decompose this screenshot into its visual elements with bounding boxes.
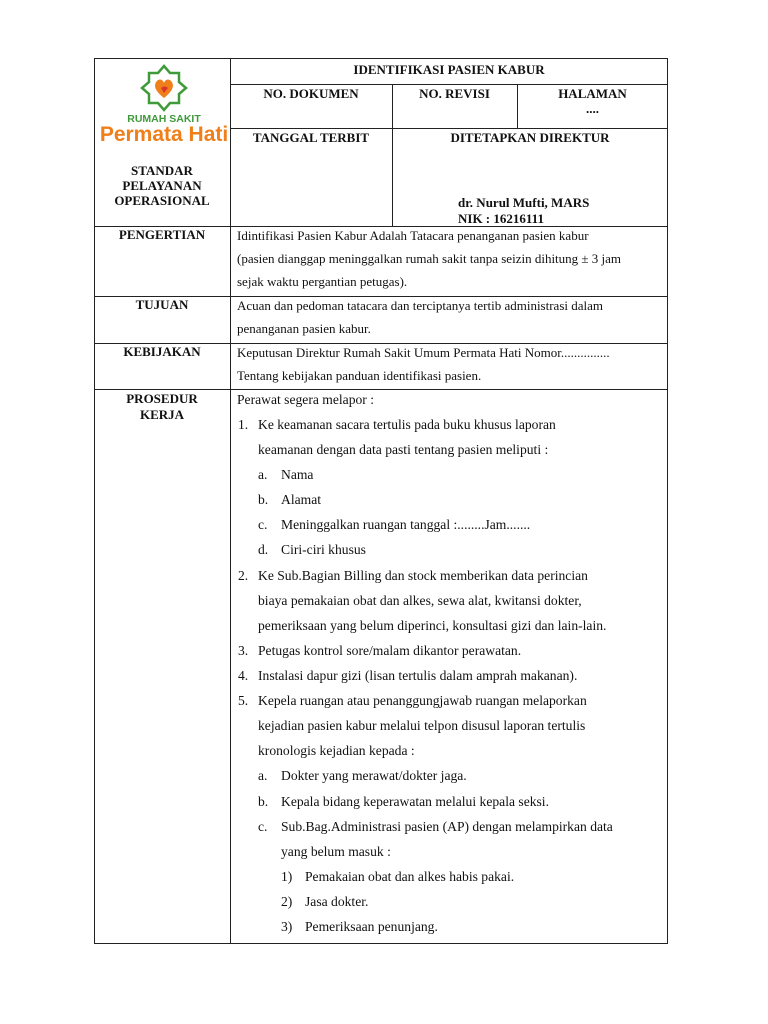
halaman-value: .... (586, 101, 599, 116)
tanggal-terbit-label: TANGGAL TERBIT (252, 130, 370, 145)
item-line: Jasa dokter. (305, 894, 369, 909)
item-number: 3) (281, 919, 293, 934)
sop-title-line: STANDAR (131, 163, 193, 178)
item-number: b. (258, 492, 269, 507)
item-number: 1) (281, 869, 293, 884)
item-line: Kepela ruangan atau penanggungjawab ruangan melaporkan (258, 693, 587, 708)
item-number: b. (258, 794, 269, 809)
header-divider (230, 128, 668, 129)
no-dokumen-label: NO. DOKUMEN (263, 86, 359, 101)
logo-line1: RUMAH SAKIT (127, 113, 201, 125)
item-line: Pemeriksaan penunjang. (305, 919, 438, 934)
ditetapkan-label: DITETAPKAN DIREKTUR (450, 130, 610, 145)
item-line: Dokter yang merawat/dokter jaga. (281, 768, 467, 783)
hospital-logo (100, 64, 228, 144)
item-number: 5. (238, 693, 249, 708)
item-line: kronologis kejadian kepada : (258, 743, 415, 758)
item-line: Ke keamanan sacara tertulis pada buku khusus laporan (258, 417, 556, 432)
item-number: c. (258, 517, 268, 532)
item-line: biaya pemakaian obat dan alkes, sewa alat, kwitansi dokter, (258, 593, 582, 608)
item-line: Sub.Bag.Administrasi pasien (AP) dengan melampirkan data (281, 819, 613, 834)
row-divider (94, 389, 668, 390)
item-line: Meninggalkan ruangan tanggal :........Jam....... (281, 517, 531, 532)
document-title: IDENTIFIKASI PASIEN KABUR (353, 62, 545, 77)
item-number: 3. (238, 643, 249, 658)
heart-star-icon (142, 66, 186, 110)
tujuan-line: penanganan pasien kabur. (237, 321, 371, 336)
sop-title-line: OPERASIONAL (114, 193, 210, 208)
item-line: keamanan dengan data pasti tentang pasien meliputi : (258, 442, 549, 457)
item-line: Pemakaian obat dan alkes habis pakai. (305, 869, 515, 884)
pengertian-label: PENGERTIAN (118, 227, 206, 242)
sop-title (94, 163, 230, 208)
item-line: kejadian pasien kabur melalui telpon disusul laporan tertulis (258, 718, 586, 733)
director-name: dr. Nurul Mufti, MARS (458, 195, 590, 210)
item-number: a. (258, 768, 268, 783)
item-line: Nama (281, 467, 314, 482)
item-line: Ciri-ciri khusus (281, 542, 366, 557)
prosedur-label (94, 391, 230, 423)
item-line: Petugas kontrol sore/malam dikantor perawatan. (258, 643, 522, 658)
item-number: c. (258, 819, 268, 834)
prosedur-intro: Perawat segera melapor : (237, 392, 375, 407)
item-number: a. (258, 467, 268, 482)
item-line: pemeriksaan yang belum diperinci, konsultasi gizi dan lain-lain. (258, 618, 607, 633)
item-line: Ke Sub.Bagian Billing dan stock memberikan data perincian (258, 568, 588, 583)
kebijakan-line: Keputusan Direktur Rumah Sakit Umum Permata Hati Nomor............... (237, 345, 610, 360)
item-number: 2. (238, 568, 249, 583)
pengertian-line: (pasien dianggap meninggalkan rumah sakit tanpa seizin dihitung ± 3 jam (237, 251, 622, 266)
item-line: Alamat (281, 492, 322, 507)
kebijakan-line: Tentang kebijakan panduan identifikasi pasien. (237, 368, 482, 383)
halaman-label: HALAMAN (558, 86, 627, 101)
item-number: 4. (238, 668, 249, 683)
logo-line2: Permata Hati (100, 123, 228, 144)
tujuan-label: TUJUAN (135, 297, 189, 312)
prosedur-label-line: PROSEDUR (126, 391, 198, 406)
director-nik: NIK : 16216111 (458, 211, 544, 226)
kebijakan-label: KEBIJAKAN (123, 344, 201, 359)
item-line: Kepala bidang keperawatan melalui kepala seksi. (281, 794, 549, 809)
item-number: d. (258, 542, 269, 557)
item-line: Instalasi dapur gizi (lisan tertulis dalam amprah makanan). (258, 668, 578, 683)
no-revisi-label: NO. REVISI (419, 86, 490, 101)
prosedur-label-line: KERJA (139, 407, 185, 422)
item-number: 1. (238, 417, 249, 432)
header-divider (392, 84, 393, 226)
tujuan-line: Acuan dan pedoman tatacara dan terciptanya tertib administrasi dalam (237, 298, 604, 313)
item-number: 2) (281, 894, 293, 909)
item-line: yang belum masuk : (281, 844, 391, 859)
pengertian-line: sejak waktu pergantian petugas). (237, 274, 408, 289)
column-divider (230, 58, 231, 944)
pengertian-line: Idintifikasi Pasien Kabur Adalah Tatacara penanganan pasien kabur (237, 228, 589, 243)
header-divider (230, 84, 668, 85)
sop-title-line: PELAYANAN (122, 178, 202, 193)
